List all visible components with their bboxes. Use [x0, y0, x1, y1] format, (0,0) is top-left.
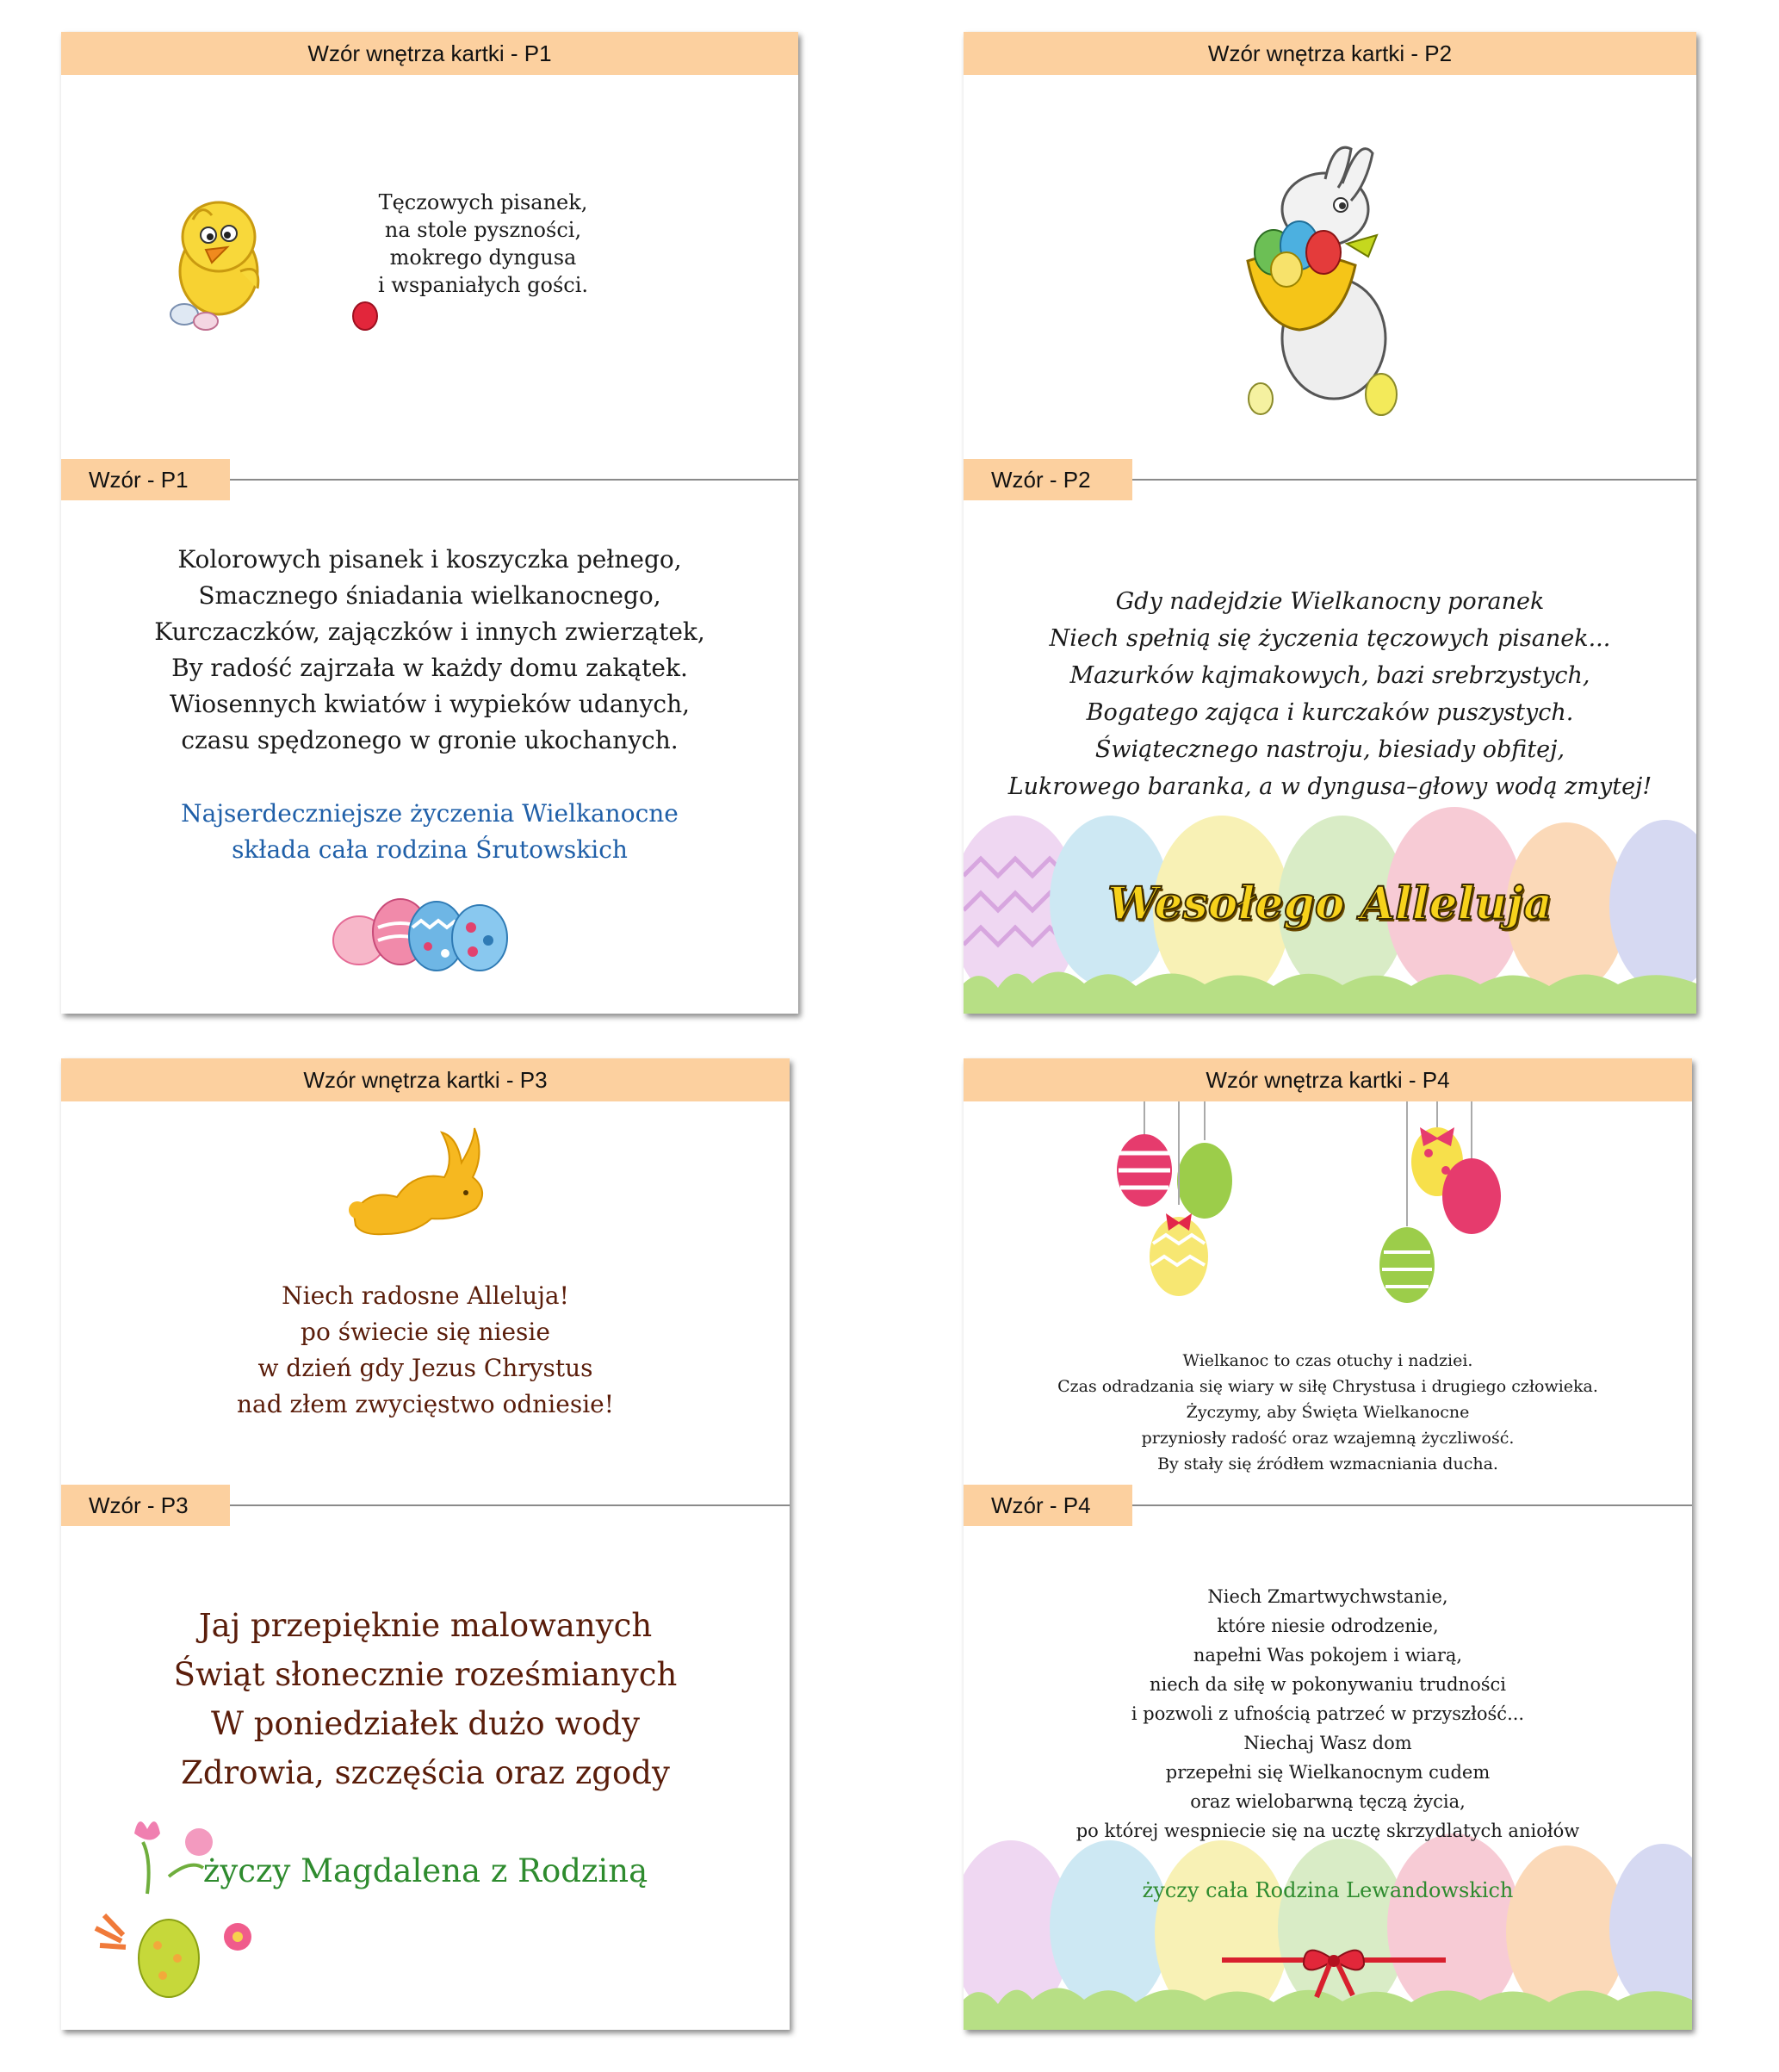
- verse-line: Niech radosne Alleluja!: [282, 1281, 569, 1310]
- divider: [1132, 1504, 1692, 1506]
- hanging-eggs-icon: [1110, 1101, 1515, 1351]
- verse-line: napełni Was pokojem i wiarą,: [1193, 1645, 1463, 1666]
- card-p3: [61, 1058, 790, 2030]
- verse-line: Świąt słonecznie roześmianych: [173, 1656, 678, 1693]
- card-p4: [964, 1058, 1692, 2030]
- verse-line: Jaj przepięknie malowanych: [198, 1607, 653, 1644]
- bottom-verse: [964, 1582, 1692, 1846]
- top-verse: [302, 189, 664, 299]
- signature: [61, 796, 798, 868]
- verse-line: i pozwoli z ufnością patrzeć w przyszłość...: [1131, 1703, 1525, 1724]
- verse-line: Świątecznego nastroju, biesiady obfitej,: [1094, 736, 1565, 763]
- verse-line: Niech spełnią się życzenia tęczowych pisanek...: [1049, 625, 1611, 652]
- verse-line: Mazurków kajmakowych, bazi srebrzystych,: [1069, 662, 1590, 689]
- verse-line: Lukrowego baranka, a w dyngusa–głowy wodą zmytej!: [1007, 773, 1652, 800]
- verse-line: Czas odradzania się wiary w siłę Chrystusa i drugiego człowieka.: [1057, 1377, 1598, 1396]
- signature: życzy Magdalena z Rodziną: [202, 1852, 648, 1889]
- section-tag: Wzór - P4: [964, 1485, 1132, 1526]
- section-tag: Wzór - P2: [964, 459, 1132, 500]
- verse-line: Smacznego śniadania wielkanocnego,: [198, 581, 661, 610]
- verse-line: mokrego dyngusa: [389, 245, 577, 270]
- card-header: Wzór wnętrza kartki - P1: [61, 32, 798, 75]
- verse-line: Niech Zmartwychwstanie,: [1207, 1586, 1448, 1607]
- verse-line: oraz wielobarwną tęczą życia,: [1190, 1791, 1466, 1812]
- signature-line: Najserdeczniejsze życzenia Wielkanocne: [181, 799, 679, 828]
- section-tag: Wzór - P1: [61, 459, 230, 500]
- verse-line: po świecie się niesie: [301, 1318, 550, 1346]
- card-p2: [964, 32, 1696, 1014]
- verse-line: Bogatego zająca i kurczaków puszystych.: [1086, 699, 1574, 726]
- card-header: Wzór wnętrza kartki - P4: [964, 1058, 1692, 1101]
- verse-line: niech da siłę w pokonywaniu trudności: [1150, 1674, 1506, 1695]
- verse-line: czasu spędzonego w gronie ukochanych.: [181, 726, 679, 754]
- verse-line: Gdy nadejdzie Wielkanocny poranek: [1115, 588, 1545, 615]
- verse-line: Tęczowych pisanek,: [378, 190, 588, 214]
- red-bow-icon: [1222, 1939, 1446, 1999]
- bunny-with-basket-icon: [1213, 140, 1411, 425]
- verse-line: Zdrowia, szczęścia oraz zgody: [181, 1754, 670, 1791]
- top-verse: [964, 1348, 1692, 1477]
- jumping-rabbit-icon: [345, 1124, 492, 1244]
- wesolego-alleluja-banner: Wesołego Alleluja: [1107, 878, 1553, 930]
- divider: [1132, 479, 1696, 481]
- verse-line: W poniedziałek dużo wody: [210, 1705, 641, 1742]
- verse-line: które niesie odrodzenie,: [1217, 1616, 1439, 1636]
- verse-line: By radość zajrzała w każdy domu zakątek.: [171, 654, 688, 682]
- verse-line: Kolorowych pisanek i koszyczka pełnego,: [177, 545, 682, 574]
- bottom-verse: [61, 1601, 790, 1797]
- verse-line: By stały się źródłem wzmacniania ducha.: [1157, 1455, 1498, 1473]
- verse-line: przepełni się Wielkanocnym cudem: [1165, 1762, 1491, 1783]
- divider: [230, 1504, 790, 1506]
- signature: życzy cała Rodzina Lewandowskich: [1142, 1878, 1514, 1902]
- easter-eggs-icon: [325, 893, 531, 979]
- divider: [230, 479, 798, 481]
- signature-line: składa cała rodzina Śrutowskich: [232, 835, 628, 864]
- bottom-verse: [964, 583, 1696, 805]
- verse-line: Kurczaczków, zajączków i innych zwierzątek,: [154, 617, 705, 646]
- verse-line: Niechaj Wasz dom: [1243, 1733, 1412, 1753]
- verse-line: Życzymy, aby Święta Wielkanocne: [1186, 1403, 1470, 1422]
- flowers-and-egg-icon: [87, 1808, 268, 2006]
- verse-line: Wiosennych kwiatów i wypieków udanych,: [170, 690, 690, 718]
- bottom-verse: [61, 542, 798, 759]
- pastel-eggs-background: [964, 1832, 1692, 2030]
- card-header: Wzór wnętrza kartki - P3: [61, 1058, 790, 1101]
- verse-line: Wielkanoc to czas otuchy i nadziei.: [1182, 1351, 1473, 1370]
- section-tag: Wzór - P3: [61, 1485, 230, 1526]
- card-header: Wzór wnętrza kartki - P2: [964, 32, 1696, 75]
- verse-line: w dzień gdy Jezus Chrystus: [257, 1354, 593, 1382]
- verse-line: nad złem zwycięstwo odniesie!: [237, 1390, 614, 1418]
- card-p1: [61, 32, 798, 1014]
- verse-line: na stole pyszności,: [384, 218, 582, 242]
- verse-line: po której wespniecie się na ucztę skrzydlatych aniołów: [1075, 1821, 1580, 1841]
- verse-line: przyniosły radość oraz wzajemną życzliwość.: [1141, 1429, 1515, 1448]
- top-verse: [61, 1278, 790, 1423]
- verse-line: i wspaniałych gości.: [377, 273, 589, 297]
